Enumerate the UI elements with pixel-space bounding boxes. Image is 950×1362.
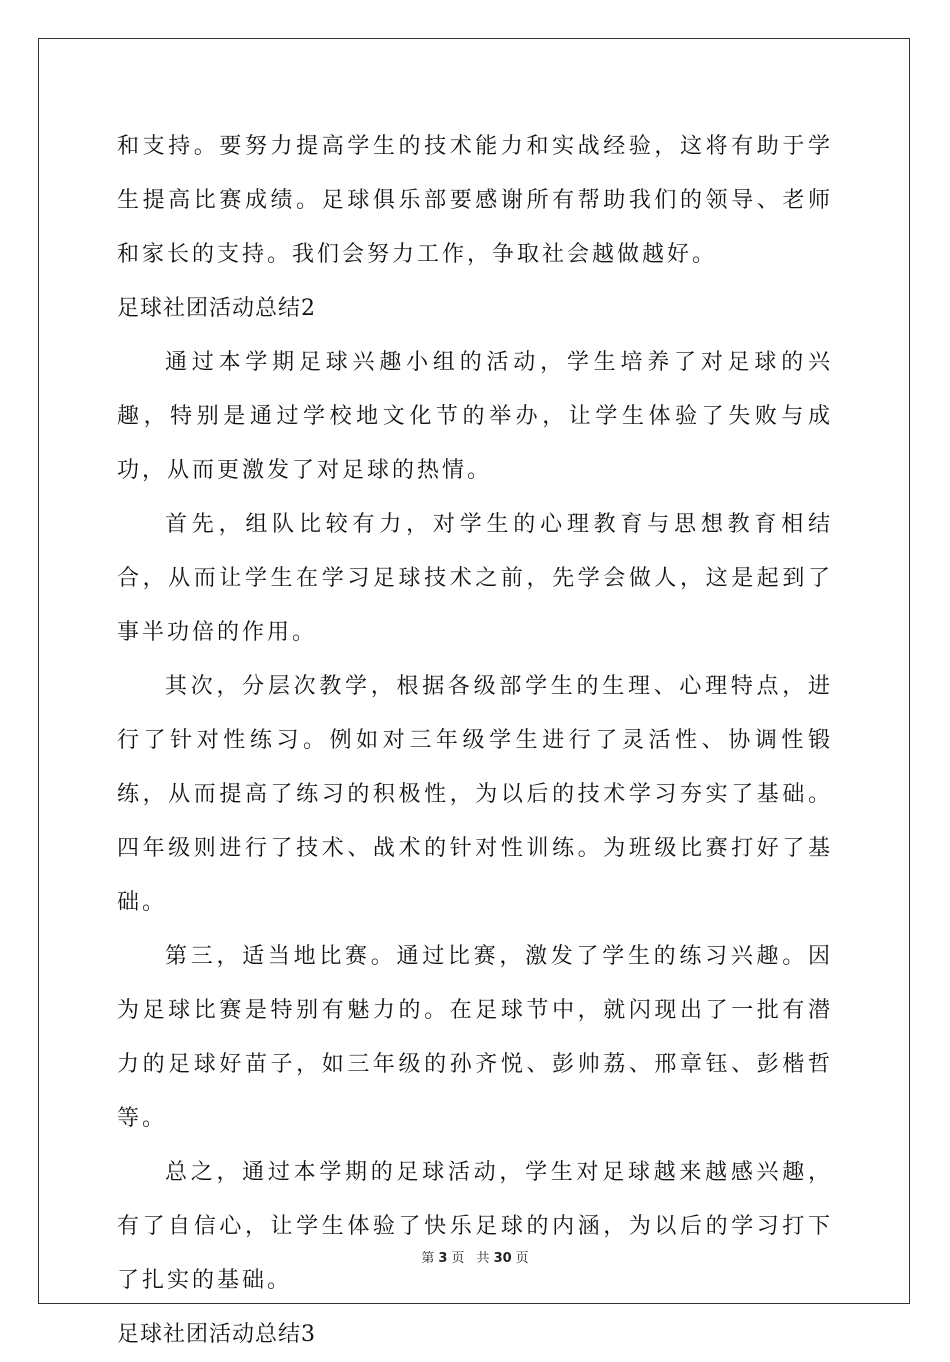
page-footer xyxy=(0,1247,950,1266)
document-body xyxy=(117,120,833,1362)
page-number-label: 第 3 页 xyxy=(421,1251,465,1266)
section-heading: 足球社团活动总结3 xyxy=(117,1322,316,1347)
page-total-label: 共 30 页 xyxy=(476,1251,529,1266)
section-heading: 足球社团活动总结2 xyxy=(117,296,316,321)
paragraph: 其次，分层次教学，根据各级部学生的生理、心理特点，进行了针对性练习。例如对三年级学生进行了灵活性、协调性锻练，从而提高了练习的积极性，为以后的技术学习夯实了基础。四年级则进行了技术、战术的针对性训练。为班级比赛打好了基础。 xyxy=(117,674,833,915)
paragraph: 第三，适当地比赛。通过比赛，激发了学生的练习兴趣。因为足球比赛是特别有魅力的。在足球节中，就闪现出了一批有潜力的足球好苗子，如三年级的孙齐悦、彭帅荔、邢章钰、彭楷哲等。 xyxy=(117,944,833,1131)
paragraph: 和支持。要努力提高学生的技术能力和实战经验，这将有助于学生提高比赛成绩。足球俱乐部要感谢所有帮助我们的领导、老师和家长的支持。我们会努力工作，争取社会越做越好。 xyxy=(117,134,833,267)
paragraph: 首先，组队比较有力，对学生的心理教育与思想教育相结合，从而让学生在学习足球技术之前，先学会做人，这是起到了事半功倍的作用。 xyxy=(117,512,833,645)
paragraph: 总之，通过本学期的足球活动，学生对足球越来越感兴趣，有了自信心，让学生体验了快乐足球的内涵，为以后的学习打下了扎实的基础。 xyxy=(117,1160,833,1293)
paragraph: 通过本学期足球兴趣小组的活动，学生培养了对足球的兴趣，特别是通过学校地文化节的举办，让学生体验了失败与成功，从而更激发了对足球的热情。 xyxy=(117,350,833,483)
